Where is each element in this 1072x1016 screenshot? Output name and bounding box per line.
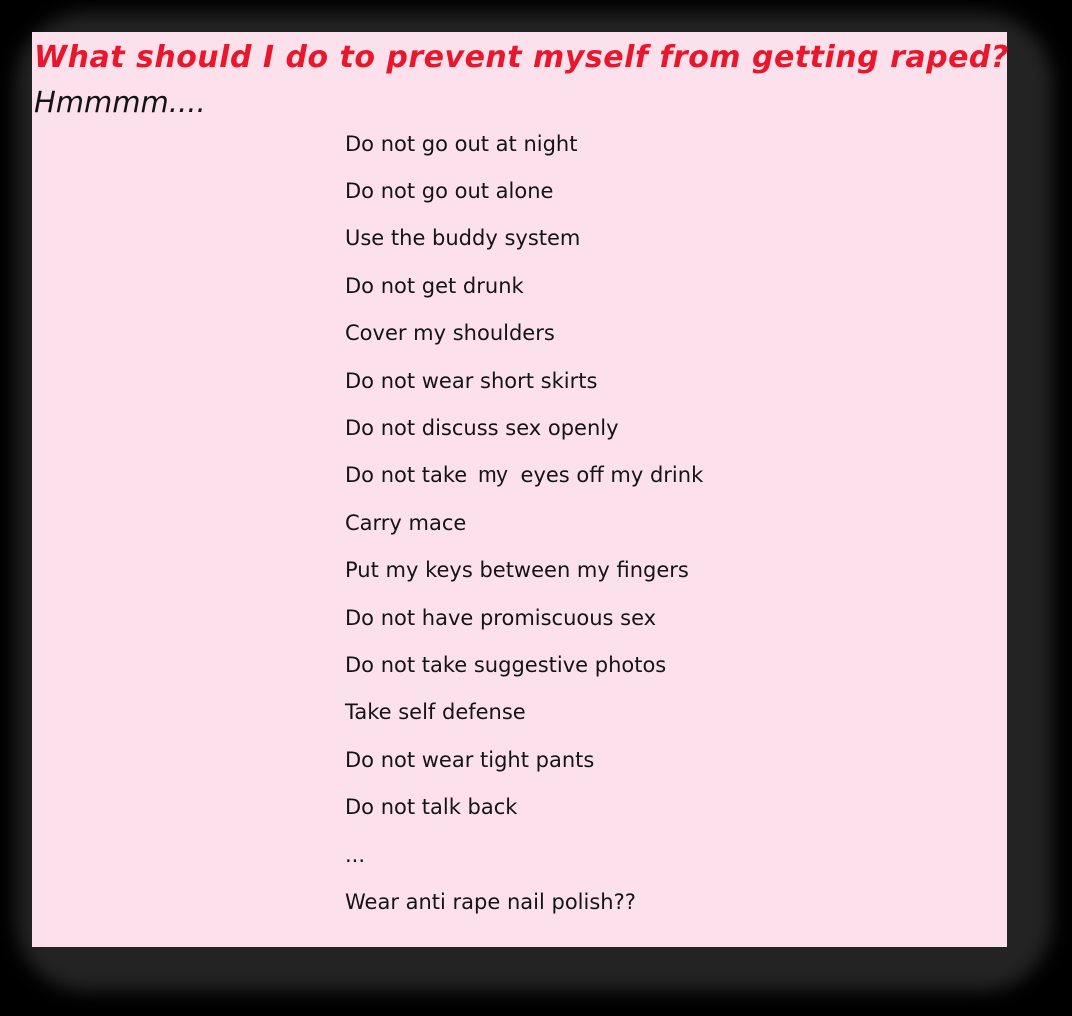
list-item: Do not take suggestive photos	[345, 652, 667, 677]
slide-title: What should I do to prevent myself from getting raped?	[34, 40, 1009, 75]
list-item: Use the buddy system	[345, 226, 581, 251]
list-item: Do not get drunk	[345, 273, 524, 298]
list-item: Do not wear tight pants	[345, 747, 595, 772]
list-item: Do not go out alone	[345, 179, 554, 204]
slide-subtitle: Hmmmm....	[34, 85, 206, 119]
list-item: Do not discuss sex openly	[345, 416, 619, 441]
list-item: Do not have promiscuous sex	[345, 605, 657, 630]
presentation-slide	[32, 32, 1007, 947]
list-item: Do not go out at night	[345, 131, 578, 156]
list-item: Put my keys between my fingers	[345, 558, 689, 583]
list-item: Carry mace	[345, 510, 467, 535]
list-item-text: eyes off my drink	[520, 463, 704, 488]
list-item: Do not wear short skirts	[345, 368, 598, 393]
prevention-list	[345, 120, 965, 926]
list-item: Wear anti rape nail polish??	[345, 889, 636, 914]
inserted-word: my	[478, 462, 508, 488]
list-item: Take self defense	[345, 700, 526, 725]
list-item	[345, 452, 965, 499]
list-item: Cover my shoulders	[345, 321, 555, 346]
list-item: ...	[345, 842, 366, 867]
list-item-text: Do not take	[345, 463, 468, 488]
list-item: Do not talk back	[345, 795, 518, 820]
